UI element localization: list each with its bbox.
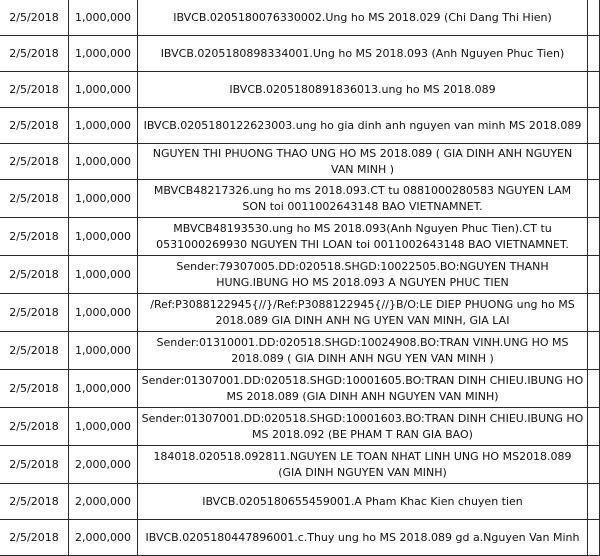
amount-cell: 2,000,000	[69, 484, 138, 520]
table-row	[0, 294, 600, 332]
table-row	[0, 218, 600, 256]
description-cell: Sender:01310001.DD:020518.SHGD:10024908.BO:TRAN VINH.UNG HO MS 2018.089 ( GIA DINH ANH NGU YEN VAN MINH )	[138, 332, 588, 370]
amount-cell: 2,000,000	[69, 520, 138, 556]
amount-cell: 1,000,000	[69, 144, 138, 180]
trailing-cell	[588, 446, 600, 484]
table-row	[0, 0, 600, 36]
trailing-cell	[588, 408, 600, 446]
trailing-cell	[588, 484, 600, 520]
date-cell: 2/5/2018	[0, 256, 69, 294]
amount-cell: 1,000,000	[69, 370, 138, 408]
table-row	[0, 144, 600, 180]
trailing-cell	[588, 144, 600, 180]
description-cell: IBVCB.0205180898334001.Ung ho MS 2018.093 (Anh Nguyen Phuc Tien)	[138, 36, 588, 72]
trailing-cell	[588, 520, 600, 556]
date-cell: 2/5/2018	[0, 108, 69, 144]
date-cell: 2/5/2018	[0, 218, 69, 256]
trailing-cell	[588, 256, 600, 294]
amount-cell: 1,000,000	[69, 294, 138, 332]
date-cell: 2/5/2018	[0, 36, 69, 72]
amount-cell: 1,000,000	[69, 332, 138, 370]
trailing-cell	[588, 72, 600, 108]
description-cell: Sender:01307001.DD:020518.SHGD:10001603.BO:TRAN DINH CHIEU.IBUNG HO MS 2018.092 (BE PHAM T RAN GIA BAO)	[138, 408, 588, 446]
description-cell: MBVCB48193530.ung ho MS 2018.093(Anh Nguyen Phuc Tien).CT tu 0531000269930 NGUYEN THI LOAN toi 0011002643148 BAO VIETNAMNET.	[138, 218, 588, 256]
amount-cell: 1,000,000	[69, 72, 138, 108]
amount-cell: 1,000,000	[69, 108, 138, 144]
date-cell: 2/5/2018	[0, 370, 69, 408]
trailing-cell	[588, 180, 600, 218]
trailing-cell	[588, 0, 600, 36]
table-row	[0, 484, 600, 520]
table-row	[0, 408, 600, 446]
description-cell: IBVCB.0205180447896001.c.Thuy ung ho MS 2018.089 gd a.Nguyen Van Minh	[138, 520, 588, 556]
date-cell: 2/5/2018	[0, 294, 69, 332]
amount-cell: 1,000,000	[69, 0, 138, 36]
description-cell: /Ref:P3088122945{//}/Ref:P3088122945{//}B/O:LE DIEP PHUONG ung ho MS 2018.089 GIA DINH ANH NG UYEN VAN MINH, GIA LAI	[138, 294, 588, 332]
trailing-cell	[588, 36, 600, 72]
description-cell: IBVCB.0205180122623003.ung ho gia dinh anh nguyen van minh MS 2018.089	[138, 108, 588, 144]
trailing-cell	[588, 332, 600, 370]
description-cell: 184018.020518.092811.NGUYEN LE TOAN NHAT LINH UNG HO MS2018.089 (GIA DINH NGUYEN VAN MINH)	[138, 446, 588, 484]
date-cell: 2/5/2018	[0, 520, 69, 556]
date-cell: 2/5/2018	[0, 72, 69, 108]
date-cell: 2/5/2018	[0, 446, 69, 484]
trailing-cell	[588, 370, 600, 408]
table-row	[0, 36, 600, 72]
amount-cell: 1,000,000	[69, 408, 138, 446]
amount-cell: 1,000,000	[69, 36, 138, 72]
amount-cell: 2,000,000	[69, 446, 138, 484]
amount-cell: 1,000,000	[69, 180, 138, 218]
table-row	[0, 256, 600, 294]
date-cell: 2/5/2018	[0, 332, 69, 370]
description-cell: IBVCB.0205180076330002.Ung ho MS 2018.029 (Chi Dang Thi Hien)	[138, 0, 588, 36]
table-row	[0, 72, 600, 108]
table-row	[0, 332, 600, 370]
table-row	[0, 520, 600, 556]
trailing-cell	[588, 218, 600, 256]
description-cell: NGUYEN THI PHUONG THAO UNG HO MS 2018.089 ( GIA DINH ANH NGUYEN VAN MINH )	[138, 144, 588, 180]
table-row	[0, 370, 600, 408]
description-cell: MBVCB48217326.ung ho ms 2018.093.CT tu 0881000280583 NGUYEN LAM SON toi 0011002643148 BAO VIETNAMNET.	[138, 180, 588, 218]
date-cell: 2/5/2018	[0, 144, 69, 180]
date-cell: 2/5/2018	[0, 484, 69, 520]
description-cell: Sender:01307001.DD:020518.SHGD:10001605.BO:TRAN DINH CHIEU.IBUNG HO MS 2018.089 (GIA DINH ANH NGUYEN VAN MINH)	[138, 370, 588, 408]
amount-cell: 1,000,000	[69, 256, 138, 294]
amount-cell: 1,000,000	[69, 218, 138, 256]
trailing-cell	[588, 294, 600, 332]
table-row	[0, 446, 600, 484]
description-cell: IBVCB.0205180655459001.A Pham Khac Kien chuyen tien	[138, 484, 588, 520]
date-cell: 2/5/2018	[0, 408, 69, 446]
table-row	[0, 108, 600, 144]
description-cell: IBVCB.0205180891836013.ung ho MS 2018.089	[138, 72, 588, 108]
description-cell: Sender:79307005.DD:020518.SHGD:10022505.BO:NGUYEN THANH HUNG.IBUNG HO MS 2018.093 A NGUYEN PHUC TIEN	[138, 256, 588, 294]
table-row	[0, 180, 600, 218]
date-cell: 2/5/2018	[0, 180, 69, 218]
date-cell: 2/5/2018	[0, 0, 69, 36]
trailing-cell	[588, 108, 600, 144]
